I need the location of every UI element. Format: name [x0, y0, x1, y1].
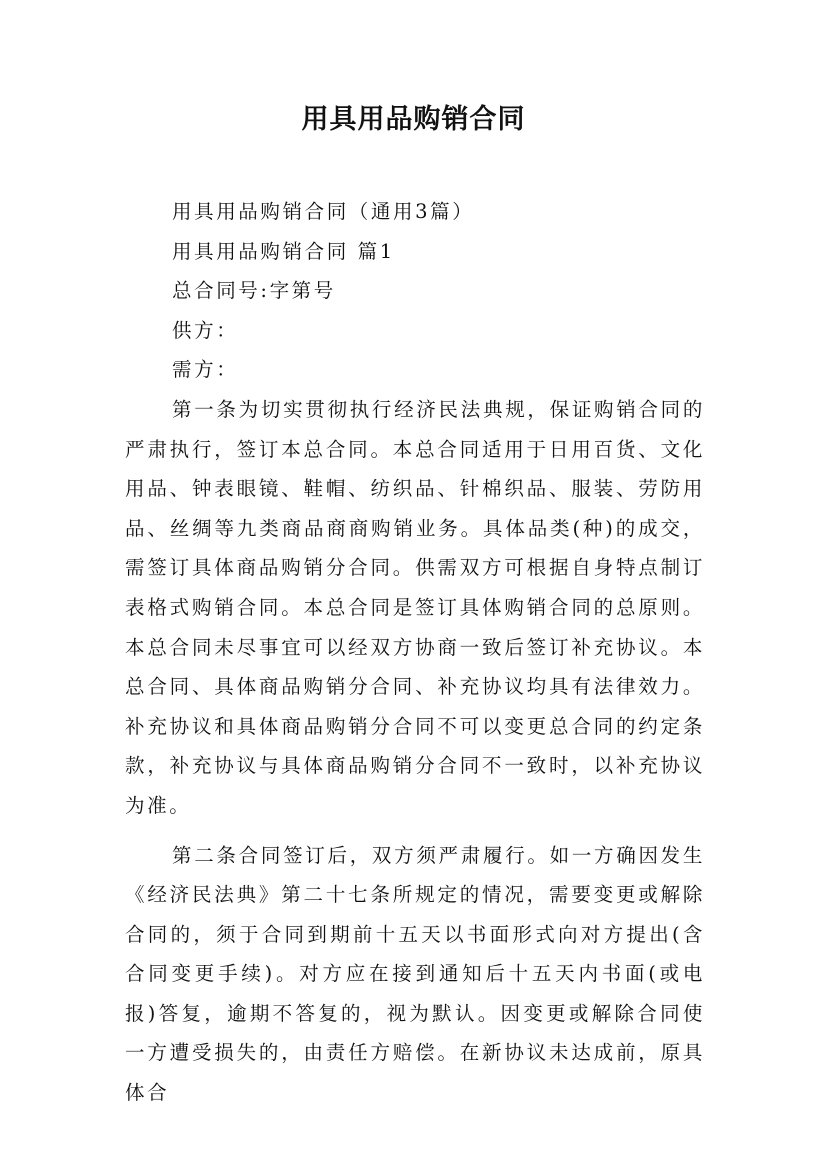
header-line-section: 用具用品购销合同 篇1: [172, 239, 395, 263]
header-line-supplier: 供方：: [172, 318, 239, 342]
header-line-buyer: 需方：: [172, 358, 239, 382]
header-line-contract-number: 总合同号:字第号: [172, 279, 336, 303]
paragraph-article-1: 第一条为切实贯彻执行经济民法典规，保证购销合同的严肃执行，签订本总合同。本总合同适用于日用百货、文化用品、钟表眼镜、鞋帽、纺织品、针棉织品、服装、劳防用品、丝绸等九类商品商商购销业务。具体品类(种)的成交，需签订具体商品购销分合同。供需双方可根据自身特点制订表格式购销合同。本总合同是签订具体购销合同的总原则。本总合同未尽事宜可以经双方协商一致后签订补充协议。本总合同、具体商品购销分合同、补充协议均具有法律效力。补充协议和具体商品购销分合同不可以变更总合同的约定条款，补充协议与具体商品购销分合同不一致时，以补充协议为准。: [125, 397, 705, 817]
paragraph-article-2: 第二条合同签订后，双方须严肃履行。如一方确因发生《经济民法典》第二十七条所规定的情况，需要变更或解除合同的，须于合同到期前十五天以书面形式向对方提出(含合同变更手续)。对方应在接到通知后十五天内书面(或电报)答复，逾期不答复的，视为默认。因变更或解除合同使一方遭受损失的，由责任方赔偿。在新协议未达成前，原具体合: [125, 843, 705, 1105]
header-line-subtitle: 用具用品购销合同（通用3篇）: [172, 200, 475, 223]
document-title: 用具用品购销合同: [301, 104, 526, 135]
document-body: [125, 192, 705, 1113]
